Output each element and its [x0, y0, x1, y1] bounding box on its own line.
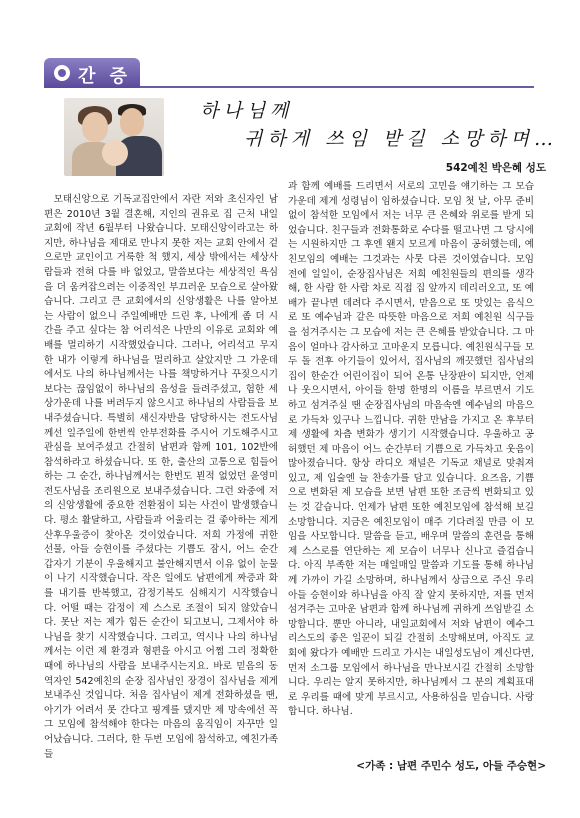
photo-baby — [102, 140, 128, 166]
section-header — [44, 58, 534, 88]
family-note: <가족 : 남편 주민수 성도, 아들 주승현> — [356, 760, 546, 772]
section-title: 간 증 — [78, 66, 132, 87]
section-tab — [44, 58, 140, 88]
author-byline: 542예친 박은혜 성도 — [445, 162, 546, 174]
photo-man-face — [120, 108, 144, 136]
body-column-right — [288, 180, 534, 720]
family-photo — [64, 98, 164, 176]
body-text-right: 과 함께 예배를 드리면서 서로의 고민을 얘기하는 그 모습가운데 제게 성령님이 임하셨습니다. 모임 첫 날, 아무 준비없이 참석한 모임에서 저는 너무 큰 은혜와 위로를 받게 되었습니다. 친구들과 전화통화로 수다를 떨고나면 그 당시에는 시원하지만 그 후엔 왠지 모르게 마음이 공허했는데, 예친모임의 예배는 그것과는 사뭇 다른 것이였습니다. 모임 전에 일일이, 순장집사님은 저희 예친원들의 편의를 생각해, 한 사람 한 사람 차로 직접 집 앞까지 데리러오고, 또 예배가 끝나면 데려다 주시면서, 맏음으로 또 맛있는 음식으로 또 예수님과 같은 따뜻한 마음으로 저희 예친원 식구들을 섬겨주시는 그 모습에 저는 큰 은혜를 받았습니다. 그 마음이 얼마나 감사하고 고마운지 모릅니다. 예친원식구들 모두 돌 전후 아기들이 있어서, 집사님의 깨끗했던 집사님의 집이 한순간 어린이집이 되어 온통 난장판이 되지만, 언제나 웃으시면서, 아이들 한명 한명의 이름을 부르면서 기도하고 섬겨주실 땐 순장집사님의 마음속엔 예수님의 마음으로 가득차 있구나 느낍니다. 귀한 만남을 가지고 온 후부터 제 생활에 차츰 변화가 생기기 시작했습니다. 우울하고 공허했던 제 마음이 어느 순간부터 기쁨으로 가득차고 웃음이 많아졌습니다. 항상 라디오 채널은 기독교 채널로 맞춰져 있고, 제 입술엔 늘 찬송가를 담고 있습니다. 요즈음, 기쁨으로 변화된 제 모습을 보면 남편 또한 조금씩 변화되고 있는 것 같습니다. 언제가 남편 또한 예친모임에 참석해 보길 소망합니다. 지금은 예친모임이 매주 기다려질 만큼 이 모임을 사모합니다. 말씀을 듣고, 배우며 말씀의 훈련을 통해 제 스스로를 연단하는 제 모습이 너무나 신나고 즐겁습니다. 아직 부족한 저는 매일매일 말씀과 기도를 통해 하나님께 가까이 가길 소망하며, 하나님께서 상급으로 주신 우리 아들 승현이와 하나님을 아직 잘 알지 못하지만, 저를 먼저 섬겨주는 고마운 남편과 함께 하나님께 귀하게 쓰임받길 소망합니다. 뿐만 아니라, 내일교회에서 저와 남편이 예수그리스도의 좋은 일꾼이 되길 간절히 소망해보며, 아직도 교회에 왔다가 예배만 드리고 가시는 내일성도님이 계신다면, 먼저 소그룹 모임에서 하나님을 만나보시길 간절히 소망합니다. 우리는 알지 못하지만, 하나님께서 그 분의 계획표대로 우리를 때에 맞게 부르시고, 사용하심을 믿습니다. 사랑합니다. 하나님. — [288, 181, 534, 718]
article-title-line-2: 귀하게 쓰임 받길 소망하며… — [244, 128, 559, 150]
body-text-left: 모태신앙으로 기독교집안에서 자란 저와 초신자인 남편은 2010년 3월 결혼해, 지인의 권유로 집 근처 내일교회에 작년 6월부터 나왔습니다. 모태신앙이라고는 하지만, 하나님을 제대로 만나지 못한 저는 교회 안에서 겉으로만 교인이고 거룩한 척 했지, 세상 밖에서는 세상사람들과 전혀 다를 바 없었고, 말씀보다는 세상적인 욕심을 더 움켜잡으려는 이중적인 부끄러운 모습으로 살아왔습니다. 그리고 큰 교회에서의 신앙생활은 나를 알아보는 사람이 없으니 주일예배만 드린 후, 나에게 좀 더 시간을 주고 싶다는 참 어리석은 나만의 이유로 교회와 예배를 멀리하기 시작했었습니다. 그러나, 어리석고 무지한 내가 이렇게 하나님을 멀리하고 살았지만 그 가운데에서도 나의 하나님께서는 나를 책망하거나 꾸짖으시기 보다는 끊임없이 하나님의 음성을 들려주셨고, 험한 세상가운데 나를 버려두지 않으시고 하나님의 사람들을 보내주셨습니다. 특별히 새신자반을 담당하시는 전도사님께선 일주일에 한번씩 안부전화를 주시어 기도해주시고 관심을 보여주셨고 간절히 남편과 함께 101, 102반에 참석하라고 하셨습니다. 또 한, 출산의 고통으로 힘들어 하는 그 순간, 하나님께서는 한번도 뵌적 없었던 윤영미 전도사님을 조리원으로 보내주셨습니다. 그런 와중에 저의 신앙생활에 중요한 전환점이 되는 사건이 발생했습니다. 평소 활달하고, 사람들과 어울리는 걸 좋아하는 제게 산후우울증이 찾아온 것이었습니다. 저희 가정에 귀한 선물, 아들 승현이를 주셨다는 기쁨도 잠시, 어느 순간 갑자기 기분이 우울해지고 불안해지면서 이유 없이 눈물이 나기 시작했습니다. 작은 일에도 남편에게 짜증과 화를 내기를 반복했고, 감정기복도 심해지기 시작했습니다. 어떨 때는 감정이 제 스스로 조절이 되지 않았습니다. 못난 저는 제가 힘든 순간이 되고보니, 그제서야 하나님을 찾기 시작했습니다. 그리고, 역시나 나의 하나님께서는 이런 제 환경과 형편을 아시고 어쩜 그리 정확한 때에 하나님의 사람을 보내주시는지요. 바로 믿음의 동역자인 542예친의 순장 집사님인 장경이 집사님을 제게 보내주신 것입니다. 처음 집사님이 제게 전화하셨을 땐, 아기가 어려서 못 간다고 핑계를 댔지만 제 망속에선 꼭 그 모임에 참석해야 한다는 마음의 움직임이 자꾸만 일어났습니다. 그러다, 한 두번 모임에 참석하고, 예친가족들 — [44, 194, 278, 760]
bullet-icon — [54, 65, 70, 81]
body-column-left — [44, 193, 278, 762]
photo-woman-face — [82, 112, 108, 142]
article-title-line-1: 하나님께 — [200, 100, 294, 122]
